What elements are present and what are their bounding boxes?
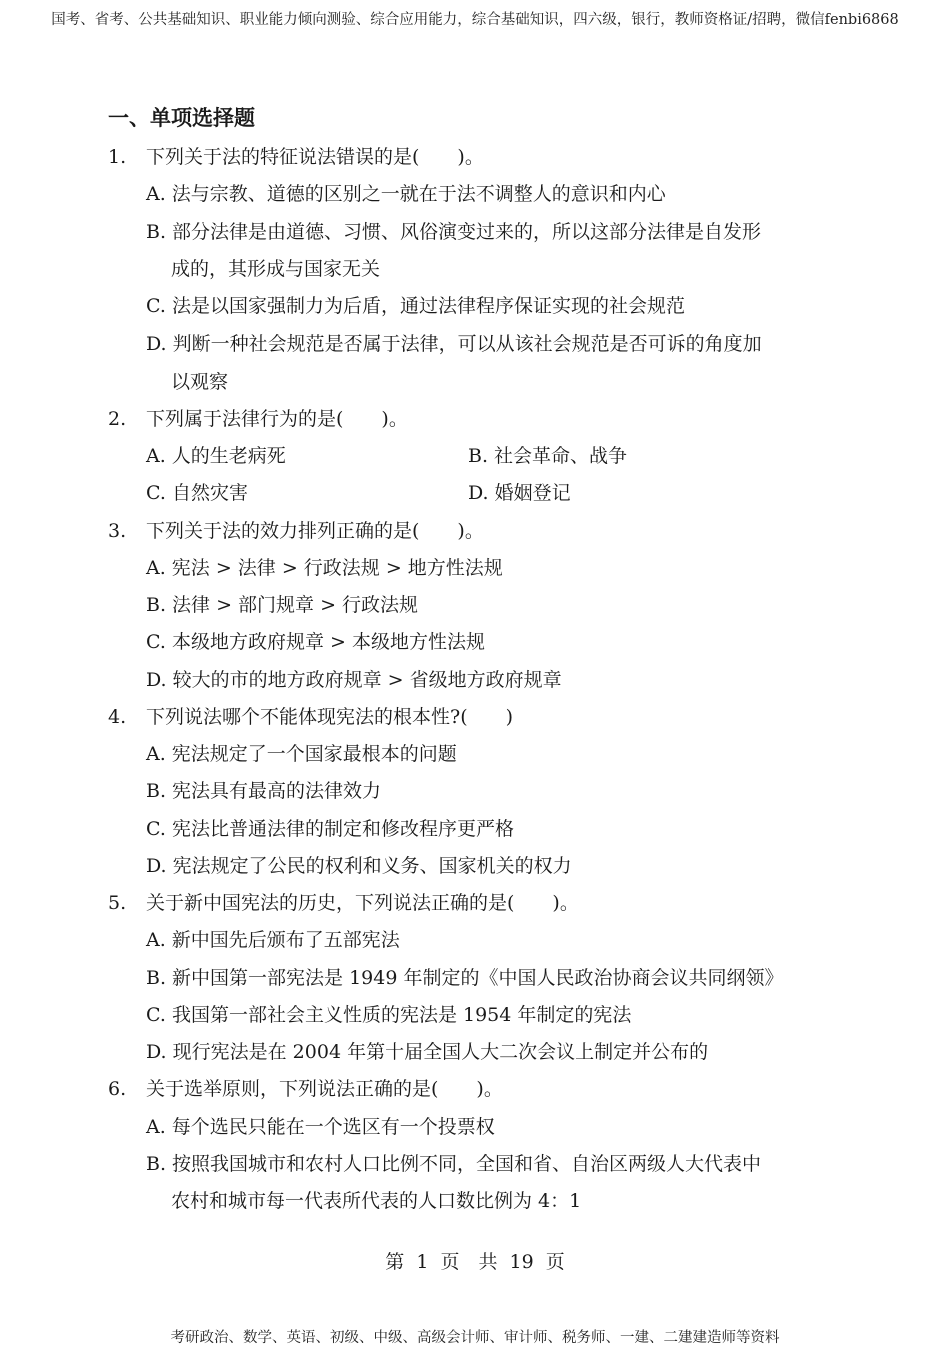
question-3-option-b: B. 法律 > 部门规章 > 行政法规 — [146, 594, 419, 616]
question-1-stem: 下列关于法的特征说法错误的是( )。 — [146, 146, 484, 168]
question-1-option-a: A. 法与宗教、道德的区别之一就在于法不调整人的意识和内心 — [146, 183, 666, 205]
question-4-number: 4. — [108, 706, 127, 728]
question-2-option-d: D. 婚姻登记 — [468, 482, 571, 504]
question-2-option-a: A. 人的生老病死 — [146, 445, 286, 467]
question-6-option-b: B. 按照我国城市和农村人口比例不同，全国和省、自治区两级人大代表中 — [146, 1153, 762, 1175]
question-3-option-a: A. 宪法 > 法律 > 行政法规 > 地方性法规 — [146, 557, 503, 579]
question-4-option-a: A. 宪法规定了一个国家最根本的问题 — [146, 743, 457, 765]
question-1-option-b: B. 部分法律是由道德、习惯、风俗演变过来的，所以这部分法律是自发形 — [146, 221, 762, 243]
question-2-number: 2. — [108, 408, 127, 430]
section-title: 一、单项选择题 — [108, 106, 255, 130]
question-5-option-b: B. 新中国第一部宪法是 1949 年制定的《中国人民政治协商会议共同纲领》 — [146, 967, 784, 989]
question-4-option-c: C. 宪法比普通法律的制定和修改程序更严格 — [146, 818, 514, 840]
question-1-option-b-cont: 成的，其形成与国家无关 — [171, 258, 381, 280]
question-1-number: 1. — [108, 146, 127, 168]
top-banner: 国考、省考、公共基础知识、职业能力倾向测验、综合应用能力，综合基础知识，四六级，银行，教师资格证/招聘，微信fenbi6868 — [51, 12, 899, 28]
question-6-option-b-cont: 农村和城市每一代表所代表的人口数比例为 4：1 — [171, 1190, 582, 1212]
question-3-option-c: C. 本级地方政府规章 > 本级地方性法规 — [146, 631, 485, 653]
question-4-option-b: B. 宪法具有最高的法律效力 — [146, 780, 382, 802]
question-2-option-c: C. 自然灾害 — [146, 482, 248, 504]
question-6-stem: 关于选举原则，下列说法正确的是( )。 — [146, 1078, 503, 1100]
question-3-number: 3. — [108, 520, 127, 542]
question-1-option-d-cont: 以观察 — [171, 371, 229, 393]
question-5-stem: 关于新中国宪法的历史，下列说法正确的是( )。 — [146, 892, 579, 914]
question-2-stem: 下列属于法律行为的是( )。 — [146, 408, 408, 430]
question-6-option-a: A. 每个选民只能在一个选区有一个投票权 — [146, 1116, 495, 1138]
question-5-option-c: C. 我国第一部社会主义性质的宪法是 1954 年制定的宪法 — [146, 1004, 632, 1026]
question-5-number: 5. — [108, 892, 127, 914]
question-3-option-d: D. 较大的市的地方政府规章 > 省级地方政府规章 — [146, 669, 562, 691]
question-1-option-d: D. 判断一种社会规范是否属于法律，可以从该社会规范是否可诉的角度加 — [146, 333, 762, 355]
question-2-option-b: B. 社会革命、战争 — [468, 445, 628, 467]
question-3-stem: 下列关于法的效力排列正确的是( )。 — [146, 520, 484, 542]
page-number: 第 1 页 共 19 页 — [385, 1251, 565, 1273]
question-4-option-d: D. 宪法规定了公民的权利和义务、国家机关的权力 — [146, 855, 572, 877]
question-5-option-d: D. 现行宪法是在 2004 年第十届全国人大二次会议上制定并公布的 — [146, 1041, 709, 1063]
question-5-option-a: A. 新中国先后颁布了五部宪法 — [146, 929, 400, 951]
question-4-stem: 下列说法哪个不能体现宪法的根本性?( ) — [146, 706, 514, 728]
question-1-option-c: C. 法是以国家强制力为后盾，通过法律程序保证实现的社会规范 — [146, 295, 685, 317]
footer-banner: 考研政治、数学、英语、初级、中级、高级会计师、审计师、税务师、一建、二建建造师等资料 — [170, 1330, 780, 1346]
question-6-number: 6. — [108, 1078, 127, 1100]
